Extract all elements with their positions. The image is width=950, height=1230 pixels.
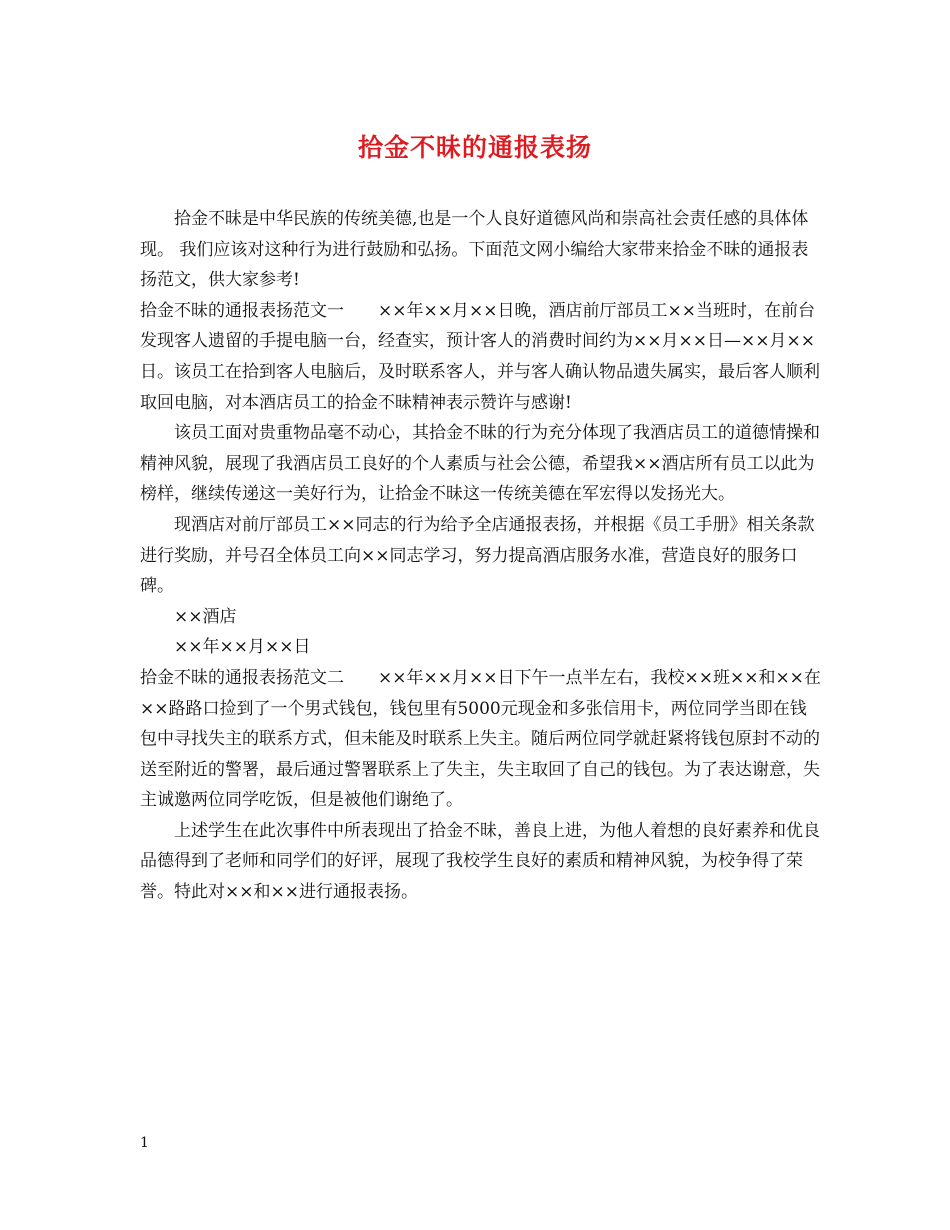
- sample1-body: ××年××月××日晚，酒店前厅部员工××当班时，在前台发现客人遗留的手提电脑一台，经查实，预计客人的消费时间约为××月××日—××月××日。该员工在拾到客人电脑后，及时联系客人，并与客人确认物品遗失属实，最后客人顺利取回电脑，对本酒店员工的拾金不昧精神表示赞许与感谢!: [140, 300, 820, 413]
- sample1-signature: ××酒店: [174, 606, 237, 627]
- sample1-heading: 拾金不昧的通报表扬范文一: [140, 300, 344, 321]
- sample1-date: ××年××月××日: [174, 637, 311, 658]
- intro-paragraph: 拾金不昧是中华民族的传统美德,也是一个人良好道德风尚和崇高社会责任感的具体体现。 我们应该对这种行为进行鼓励和弘扬。下面范文网小编给大家带来拾金不昧的通报表扬范文，供大家参考!: [140, 209, 809, 291]
- document-title: 拾金不昧的通报表扬: [357, 133, 592, 162]
- document-body: [140, 204, 823, 908]
- sample1-paragraph: [140, 296, 823, 418]
- page-number: 1: [140, 1135, 149, 1151]
- sample2-body: ××年××月××日下午一点半左右，我校××班××和××在××路路口捡到了一个男式钱包，钱包里有5000元现金和多张信用卡，两位同学当即在钱包中寻找失主的联系方式，但未能及时联系上失主。随后两位同学就赶紧将钱包原封不动的送至附近的警署，最后通过警署联系上了失主，失主取回了自己的钱包。为了表达谢意，失主诚邀两位同学吃饭，但是被他们谢绝了。: [140, 667, 821, 811]
- sample2-paragraph-2: 上述学生在此次事件中所表现出了拾金不昧，善良上进，为他人着想的良好素养和优良品德得到了老师和同学们的好评，展现了我校学生良好的素质和精神风貌，为校争得了荣誉。特此对××和××进行通报表扬。: [140, 820, 820, 903]
- sample1-paragraph-2: 该员工面对贵重物品毫不动心，其拾金不昧的行为充分体现了我酒店员工的道德情操和精神风貌，展现了我酒店员工良好的个人素质与社会公德，希望我××酒店所有员工以此为榜样，继续传递这一美好行为，让拾金不昧这一传统美德在军宏得以发扬光大。: [140, 423, 820, 505]
- sample2-heading: 拾金不昧的通报表扬范文二: [140, 667, 344, 688]
- sample1-paragraph-3: 现酒店对前厅部员工××同志的行为给予全店通报表扬，并根据《员工手册》相关条款进行奖励，并号召全体员工向××同志学习，努力提高酒店服务水准，营造良好的服务口碑。: [140, 514, 815, 597]
- sample2-paragraph: [140, 663, 823, 816]
